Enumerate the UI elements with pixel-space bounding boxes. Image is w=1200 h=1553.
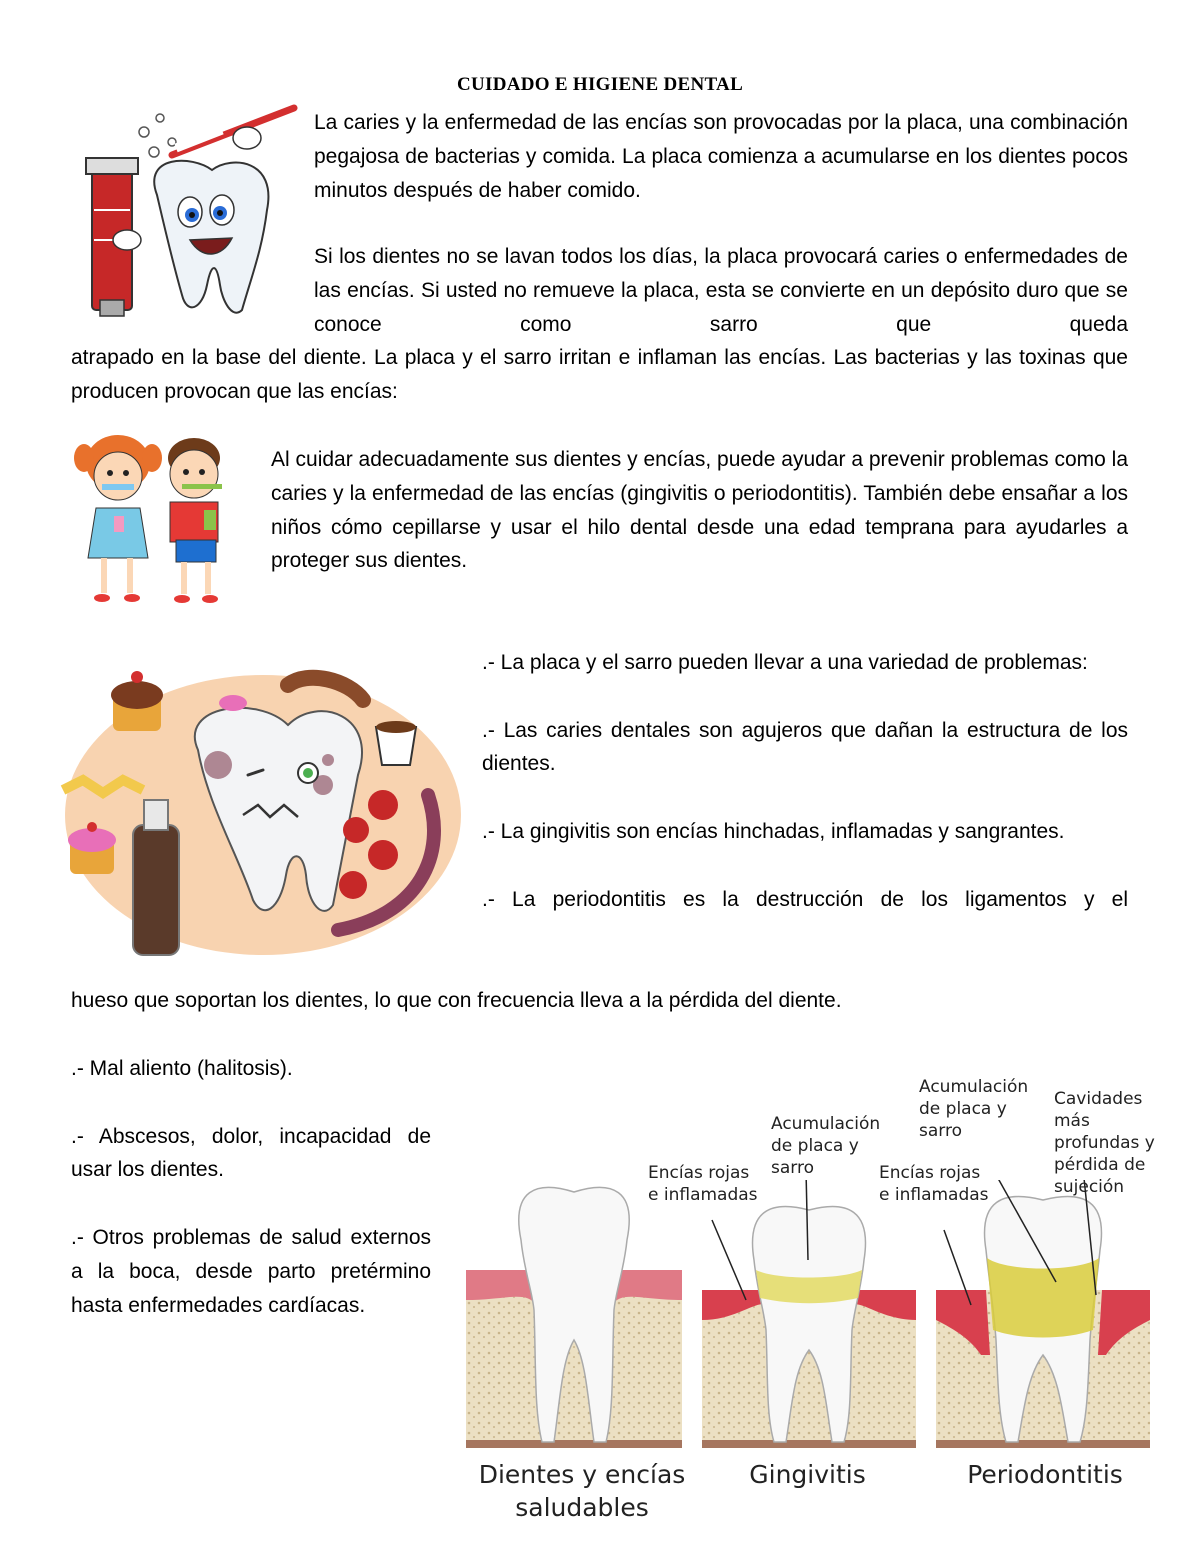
more-problems-list bbox=[71, 1052, 431, 1322]
gum-disease-stages-diagram bbox=[466, 1180, 1156, 1450]
care-paragraph: Al cuidar adecuadamente sus dientes y encías, puede ayudar a prevenir problemas como la caries y la enfermedad de las encías (gingivitis o periodontitis). También debe ensañar a los niños cómo cepillarse y usar el hilo dental desde una edad temprana para ayudarles a proteger sus dientes. bbox=[271, 448, 1128, 573]
periodontitis-tooth-panel bbox=[936, 1197, 1150, 1448]
problem-item-4-start: .- La periodontitis es la destrucción de los ligamentos y el bbox=[482, 887, 1128, 911]
intro-paragraph-2-indented: Si los dientes no se lavan todos los días, la placa provocará caries o enfermedades de las encías. Si usted no remueve la placa, esta se convierte en un depósito duro que se conoce como sarro que queda bbox=[314, 245, 1128, 336]
gingivitis-tooth-panel bbox=[702, 1207, 916, 1448]
caption-healthy: Dientes y encías saludables bbox=[478, 1460, 686, 1522]
label-red-gums-gingivitis: Encías rojas e inflamadas bbox=[648, 1163, 758, 1205]
intro-paragraph-1-block bbox=[314, 106, 1128, 207]
problem-item-1: .- La placa y el sarro pueden llevar a una variedad de problemas: bbox=[482, 651, 1088, 674]
label-deep-cavities: Cavidades más profundas y pérdida de sujeción bbox=[1054, 1089, 1155, 1197]
healthy-tooth-panel bbox=[466, 1187, 682, 1448]
problem-item-2: .- Las caries dentales son agujeros que dañan la estructura de los dientes. bbox=[482, 718, 1128, 776]
problem-item-4-continuation-block bbox=[71, 984, 1128, 1018]
caption-gingivitis: Gingivitis bbox=[749, 1460, 866, 1489]
page-title: CUIDADO E HIGIENE DENTAL bbox=[456, 74, 744, 95]
more-item-3: .- Otros problemas de salud externos a la boca, desde parto pretérmino hasta enfermedades cardíacas. bbox=[71, 1225, 431, 1317]
intro-paragraph-2-block bbox=[314, 240, 1128, 341]
label-plaque-periodontitis: Acumulación de placa y sarro bbox=[919, 1077, 1029, 1141]
label-red-gums-periodontitis: Encías rojas e inflamadas bbox=[879, 1163, 989, 1205]
problem-item-3: .- La gingivitis son encías hinchadas, inflamadas y sangrantes. bbox=[482, 819, 1065, 843]
caption-periodontitis: Periodontitis bbox=[967, 1460, 1123, 1489]
intro-paragraph-2-full: atrapado en la base del diente. La placa y el sarro irritan e inflaman las encías. Las bacterias y las toxinas que producen provocan que las encías: bbox=[71, 346, 1128, 403]
sad-tooth-sweets-illustration bbox=[58, 655, 468, 965]
problems-list bbox=[482, 646, 1128, 916]
care-paragraph-block bbox=[271, 443, 1128, 578]
label-plaque-gingivitis: Acumulación de placa y sarro bbox=[771, 1114, 881, 1178]
tooth-cartoon-illustration bbox=[72, 100, 302, 330]
kids-brushing-illustration bbox=[66, 418, 246, 608]
intro-paragraph-1: La caries y la enfermedad de las encías son provocadas por la placa, una combinación pegajosa de bacterias y comida. La placa comienza a acumularse en los dientes pocos minutos después de haber comido. bbox=[314, 111, 1128, 202]
more-item-2: .- Abscesos, dolor, incapacidad de usar los dientes. bbox=[71, 1124, 431, 1182]
problem-item-4-rest: hueso que soportan los dientes, lo que con frecuencia lleva a la pérdida del diente. bbox=[71, 989, 842, 1012]
intro-paragraph-2-full-block bbox=[71, 341, 1128, 409]
more-item-1: .- Mal aliento (halitosis). bbox=[71, 1057, 293, 1080]
